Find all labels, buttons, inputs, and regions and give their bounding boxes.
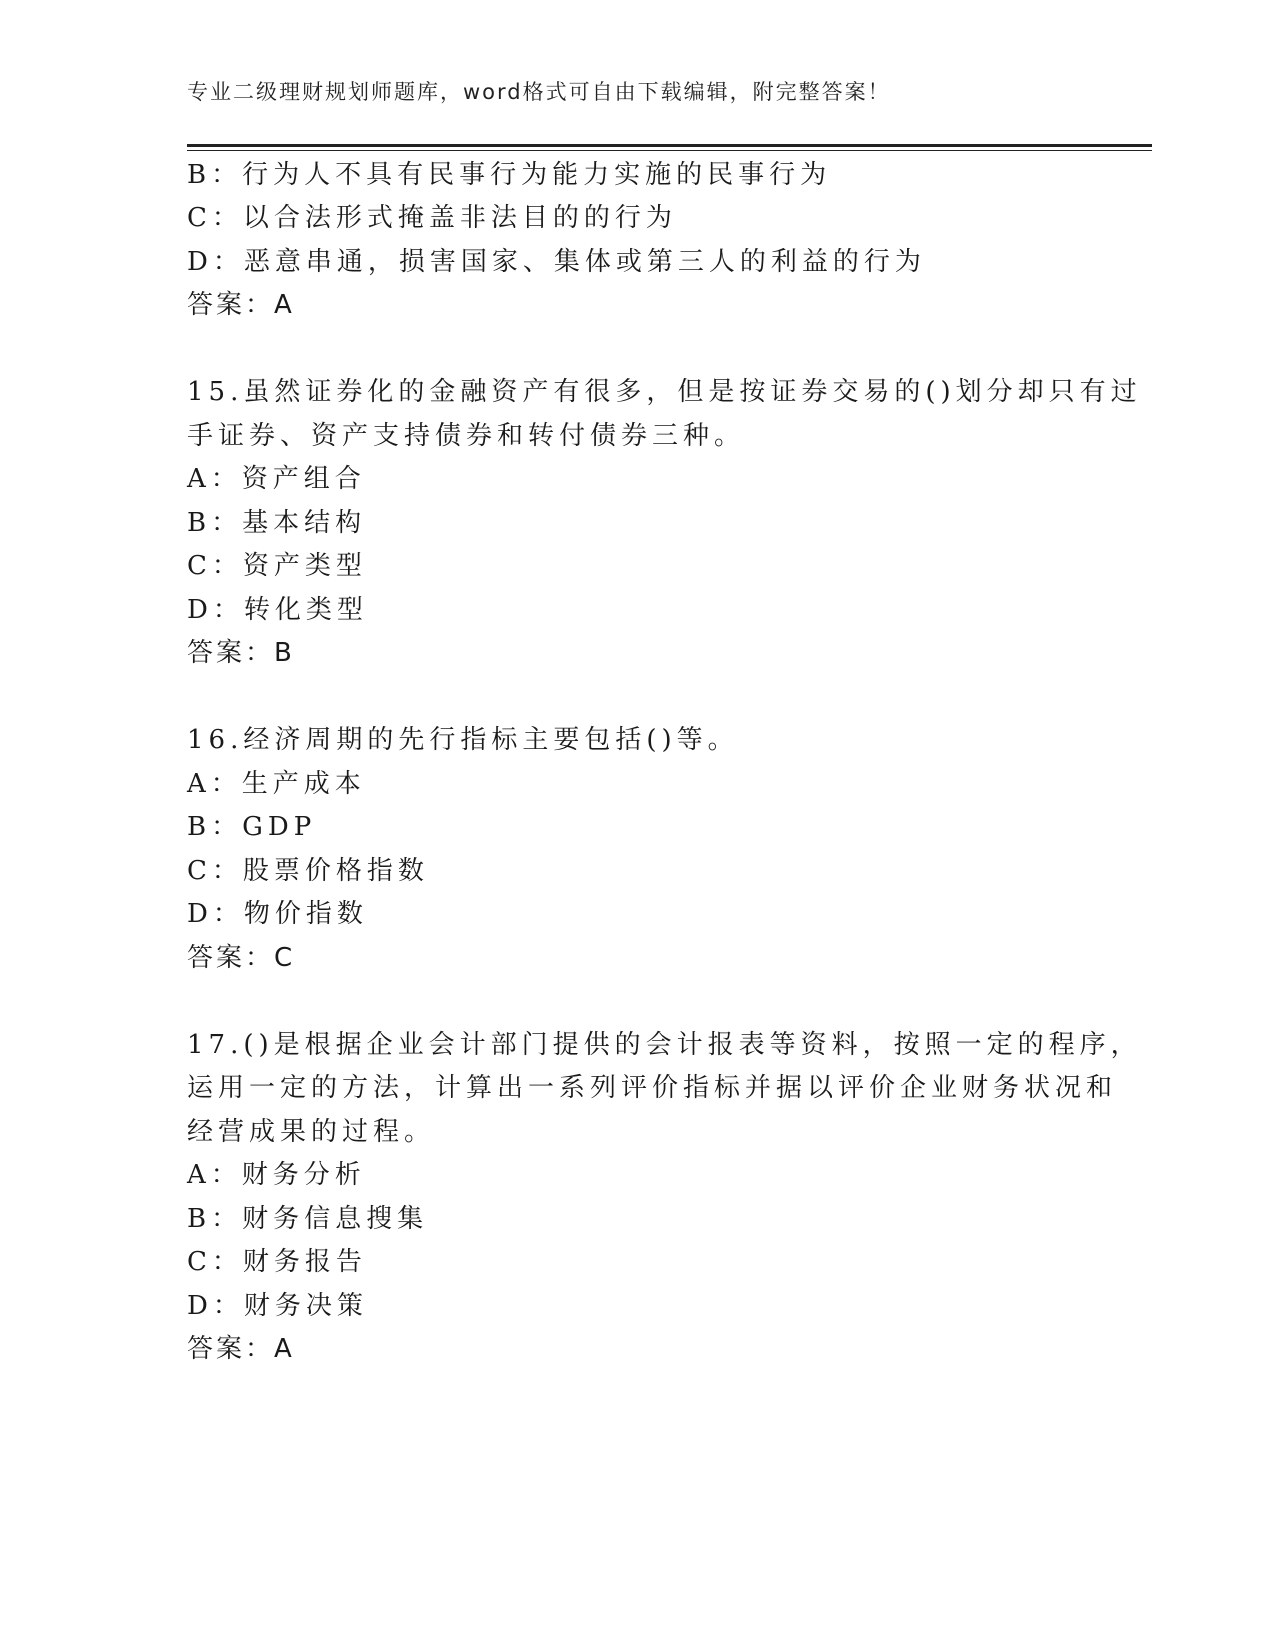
option-line: C：以合法形式掩盖非法目的的行为 — [187, 203, 677, 233]
option-line: B：基本结构 — [187, 508, 367, 538]
option-line: B：GDP — [187, 812, 317, 842]
option-line: D：财务决策 — [187, 1291, 368, 1321]
question-line: 手证券、资产支持债券和转付债券三种。 — [187, 421, 746, 451]
option-line: C：财务报告 — [187, 1247, 367, 1277]
option-line: D：转化类型 — [187, 595, 368, 625]
question-line: 17.()是根据企业会计部门提供的会计报表等资料，按照一定的程序， — [187, 1030, 1142, 1060]
option-line: A：财务分析 — [187, 1160, 366, 1190]
option-line: A：资产组合 — [187, 464, 366, 494]
option-line: B：财务信息搜集 — [187, 1204, 429, 1234]
question-line: 16.经济周期的先行指标主要包括()等。 — [187, 725, 739, 755]
option-line: B：行为人不具有民事行为能力实施的民事行为 — [187, 160, 832, 190]
option-line: A：生产成本 — [187, 769, 366, 799]
option-line: C：资产类型 — [187, 551, 367, 581]
question-line: 运用一定的方法，计算出一系列评价指标并据以评价企业财务状况和 — [187, 1073, 1118, 1103]
question-line: 经营成果的过程。 — [187, 1117, 436, 1147]
page-header: 专业二级理财规划师题库，word格式可自由下载编辑，附完整答案！ — [187, 80, 891, 104]
answer-line: 答案：A — [187, 290, 295, 320]
option-line: D：恶意串通，损害国家、集体或第三人的利益的行为 — [187, 247, 926, 277]
header-rule-thick — [187, 144, 1152, 147]
answer-line: 答案：A — [187, 1334, 295, 1364]
answer-line: 答案：C — [187, 943, 296, 973]
option-line: D：物价指数 — [187, 899, 368, 929]
answer-line: 答案：B — [187, 638, 295, 668]
question-line: 15.虽然证券化的金融资产有很多，但是按证券交易的()划分却只有过 — [187, 377, 1142, 407]
option-line: C：股票价格指数 — [187, 856, 429, 886]
header-rule-thin — [187, 150, 1152, 151]
